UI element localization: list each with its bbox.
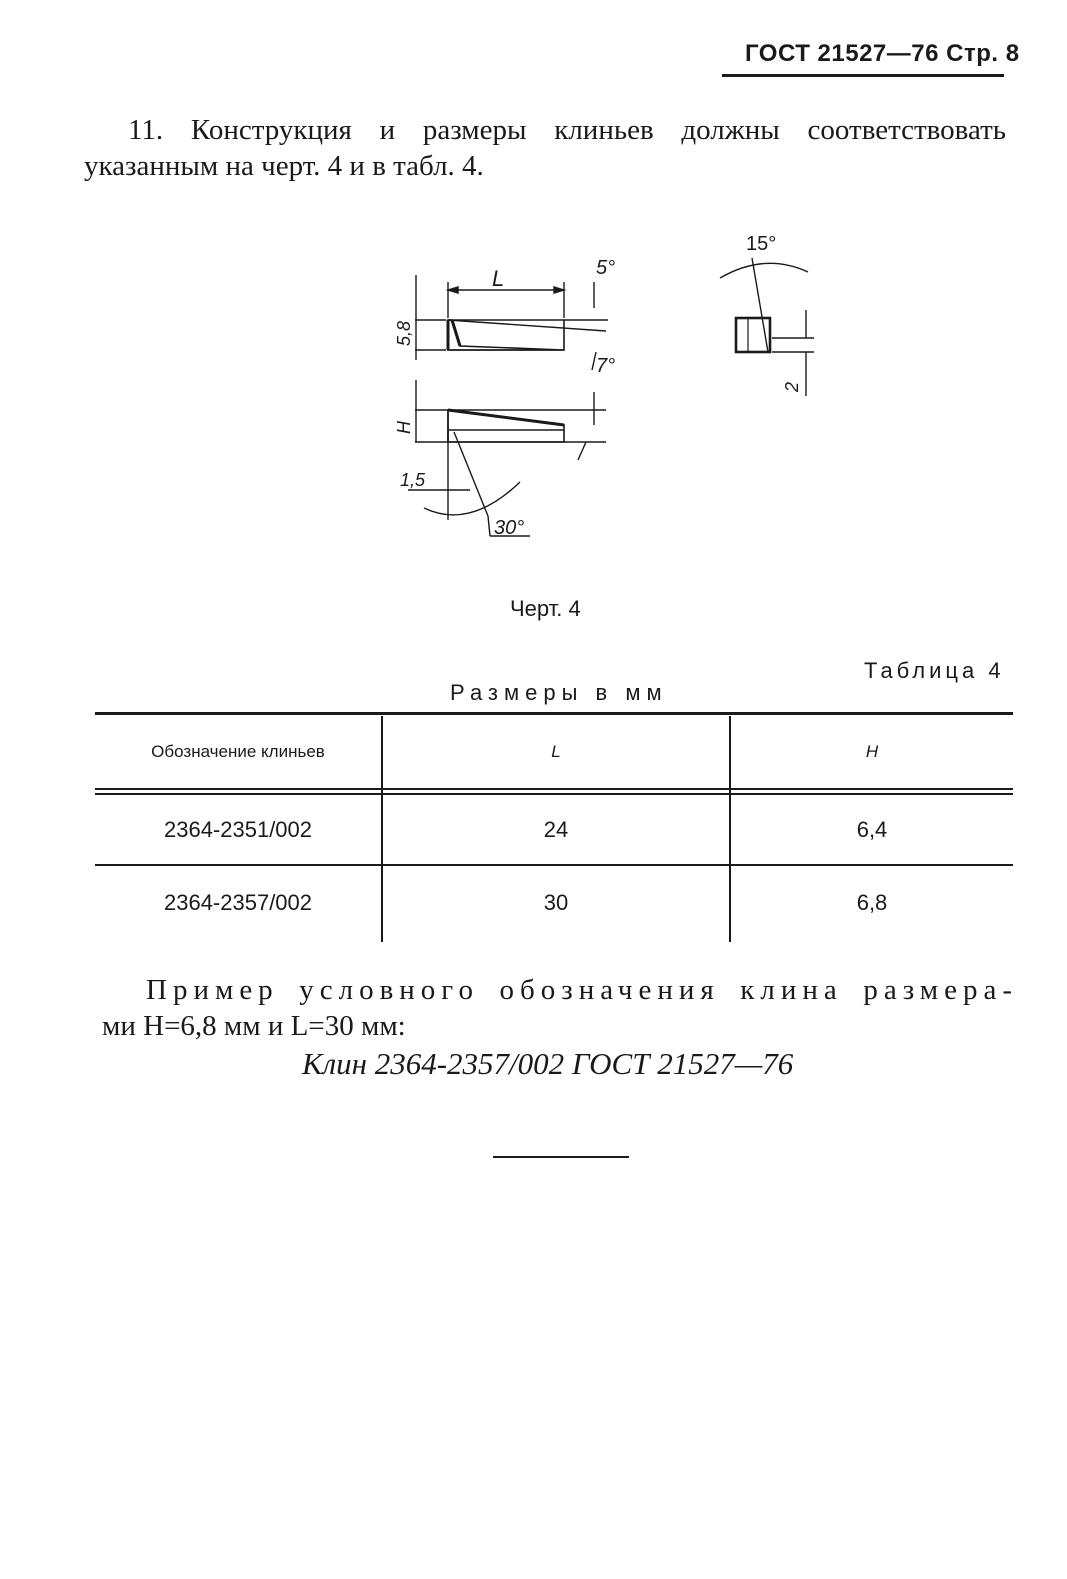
drawing-4 bbox=[380, 220, 830, 560]
clause-11 bbox=[84, 112, 1006, 184]
example-paragraph bbox=[102, 972, 1018, 1044]
col-header-designation: Обозначение клиньев bbox=[151, 742, 325, 761]
table-header-rule-1 bbox=[95, 788, 1013, 790]
label-15-deg: 15° bbox=[746, 233, 777, 255]
label-30-deg: 30° bbox=[494, 517, 525, 539]
wedge-top-view bbox=[415, 275, 608, 370]
table-top-rule bbox=[95, 712, 1013, 715]
label-1-5: 1,5 bbox=[400, 470, 426, 490]
label-7-deg: 7° bbox=[596, 355, 616, 377]
table-row-rule bbox=[95, 864, 1013, 866]
dimensions-table bbox=[95, 712, 1013, 944]
row-1-H: 6,4 bbox=[856, 817, 888, 842]
wedge-side-view bbox=[408, 380, 606, 536]
row-1-designation: 2364-2351/002 bbox=[163, 817, 313, 842]
example-line-1: Пример условного обозначения клина размера- bbox=[146, 974, 1018, 1006]
row-2-H: 6,8 bbox=[856, 890, 888, 915]
example-designation: Клин 2364-2357/002 ГОСТ 21527—76 bbox=[302, 1046, 794, 1081]
example-line-2: ми H=6,8 мм и L=30 мм: bbox=[102, 1010, 406, 1042]
header-rule bbox=[722, 74, 1004, 77]
clause-11-line-1: 11. Конструкция и размеры клиньев должны соответствовать bbox=[128, 114, 1006, 146]
clause-11-line-2: указанным на черт. 4 и в табл. 4. bbox=[84, 150, 484, 182]
label-L: L bbox=[492, 266, 505, 291]
row-2-L: 30 bbox=[543, 890, 569, 915]
label-H: H bbox=[394, 421, 414, 434]
label-5-deg: 5° bbox=[596, 257, 616, 279]
row-2-designation: 2364-2357/002 bbox=[163, 890, 313, 915]
table-header-rule-2 bbox=[95, 793, 1013, 795]
wedge-drawing bbox=[380, 220, 830, 560]
page-header: ГОСТ 21527—76 Стр. 8 bbox=[745, 40, 1020, 67]
label-5-8: 5,8 bbox=[394, 320, 414, 346]
label-2: 2 bbox=[782, 381, 802, 392]
col-header-L: L bbox=[551, 742, 561, 761]
wedge-end-view bbox=[720, 258, 814, 396]
table-number: Таблица 4 bbox=[864, 658, 1005, 683]
row-1-L: 24 bbox=[543, 817, 569, 842]
drawing-caption: Черт. 4 bbox=[510, 596, 581, 621]
end-rule bbox=[493, 1156, 629, 1158]
col-header-H: H bbox=[865, 742, 879, 761]
table-units: Размеры в мм bbox=[450, 680, 668, 705]
